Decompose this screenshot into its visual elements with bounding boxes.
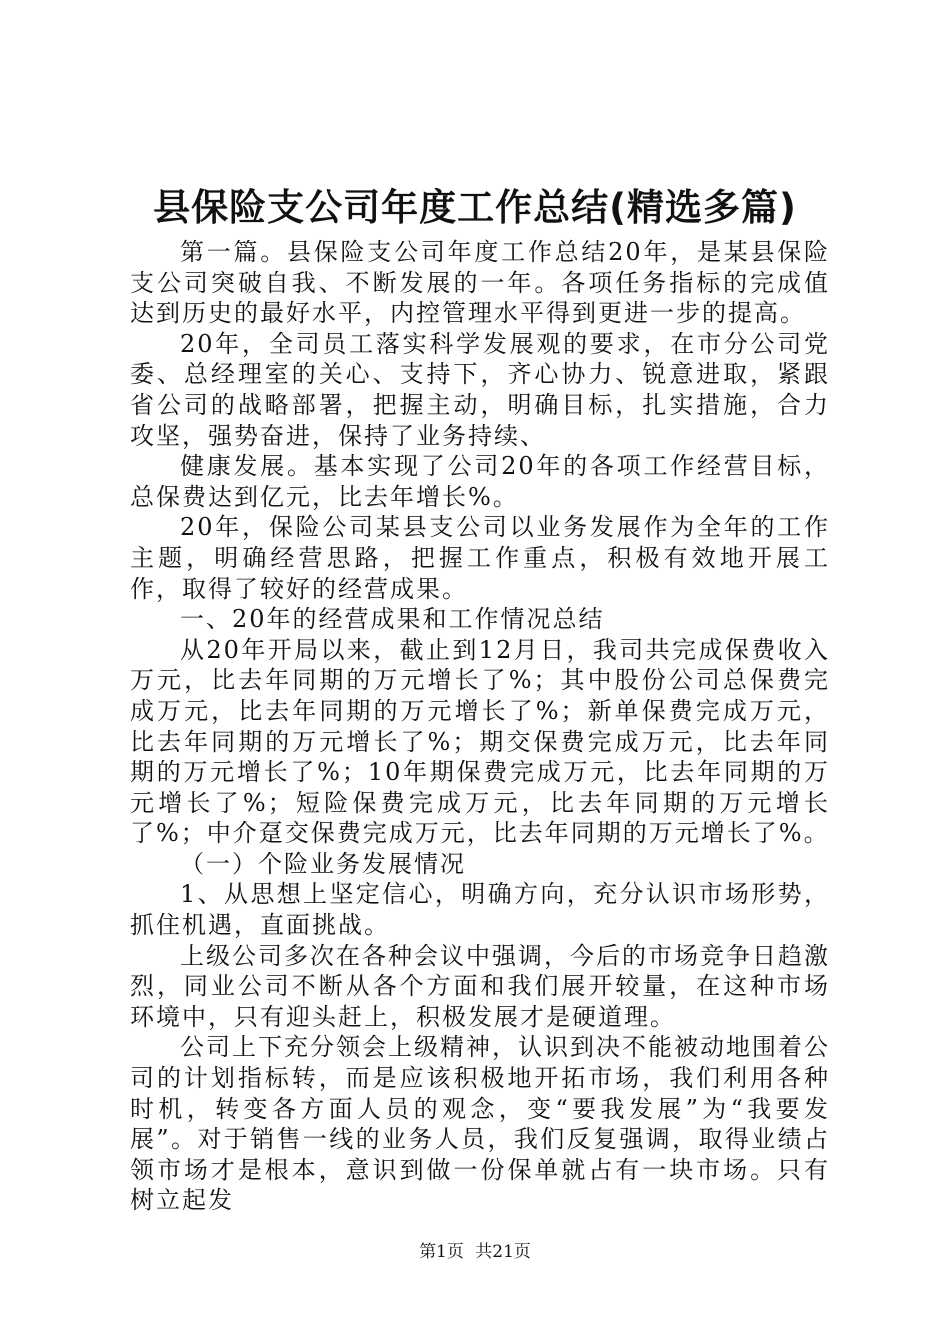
document-title: 县保险支公司年度工作总结(精选多篇)	[153, 186, 797, 229]
paragraph: 20年，全司员工落实科学发展观的要求，在市分公司党委、总经理室的关心、支持下，齐心协力、锐意进取，紧跟省公司的战略部署，把握主动，明确目标，扎实措施，合力攻坚，强势奋进，保持了业务持续、	[130, 329, 830, 450]
paragraph: 公司上下充分领会上级精神，认识到决不能被动地围着公司的计划指标转，而是应该积极地开拓市场，我们利用各种时机，转变各方面人员的观念，变“要我发展”为“我要发展”。对于销售一线的业务人员，我们反复强调，取得业绩占领市场才是根本，意识到做一份保单就占有一块市场。只有树立起发	[130, 1033, 830, 1215]
paragraph: 20年，保险公司某县支公司以业务发展作为全年的工作主题，明确经营思路，把握工作重点，积极有效地开展工作，取得了较好的经营成果。	[130, 513, 830, 603]
page-footer	[0, 1240, 950, 1264]
paragraph: 1、从思想上坚定信心，明确方向，充分认识市场形势，抓住机遇，直面挑战。	[130, 880, 830, 940]
paragraph: 健康发展。基本实现了公司20年的各项工作经营目标，总保费达到亿元，比去年增长%。	[130, 452, 830, 511]
document-body	[130, 237, 830, 1216]
page-number: 第1页	[419, 1242, 464, 1262]
page-total: 共21页	[475, 1242, 531, 1262]
subsection-heading: （一）个险业务发展情况	[180, 849, 466, 878]
paragraph: 第一篇。县保险支公司年度工作总结20年，是某县保险支公司突破自我、不断发展的一年。各项任务指标的完成值达到历史的最好水平，内控管理水平得到更进一步的提高。	[130, 238, 830, 328]
paragraph: 上级公司多次在各种会议中强调，今后的市场竞争日趋激烈，同业公司不断从各个方面和我们展开较量，在这种市场环境中，只有迎头赶上，积极发展才是硬道理。	[130, 941, 830, 1031]
section-heading: 一、20年的经营成果和工作情况总结	[180, 605, 605, 634]
paragraph: 从20年开局以来，截止到12月日，我司共完成保费收入万元，比去年同期的万元增长了%；其中股份公司总保费完成万元，比去年同期的万元增长了%；新单保费完成万元，比去年同期的万元增长了%；期交保费完成万元，比去年同期的万元增长了%；10年期保费完成万元，比去年同期的万元增长了%；短险保费完成万元，比去年同期的万元增长了%；中介趸交保费完成万元，比去年同期的万元增长了%。	[130, 635, 830, 848]
